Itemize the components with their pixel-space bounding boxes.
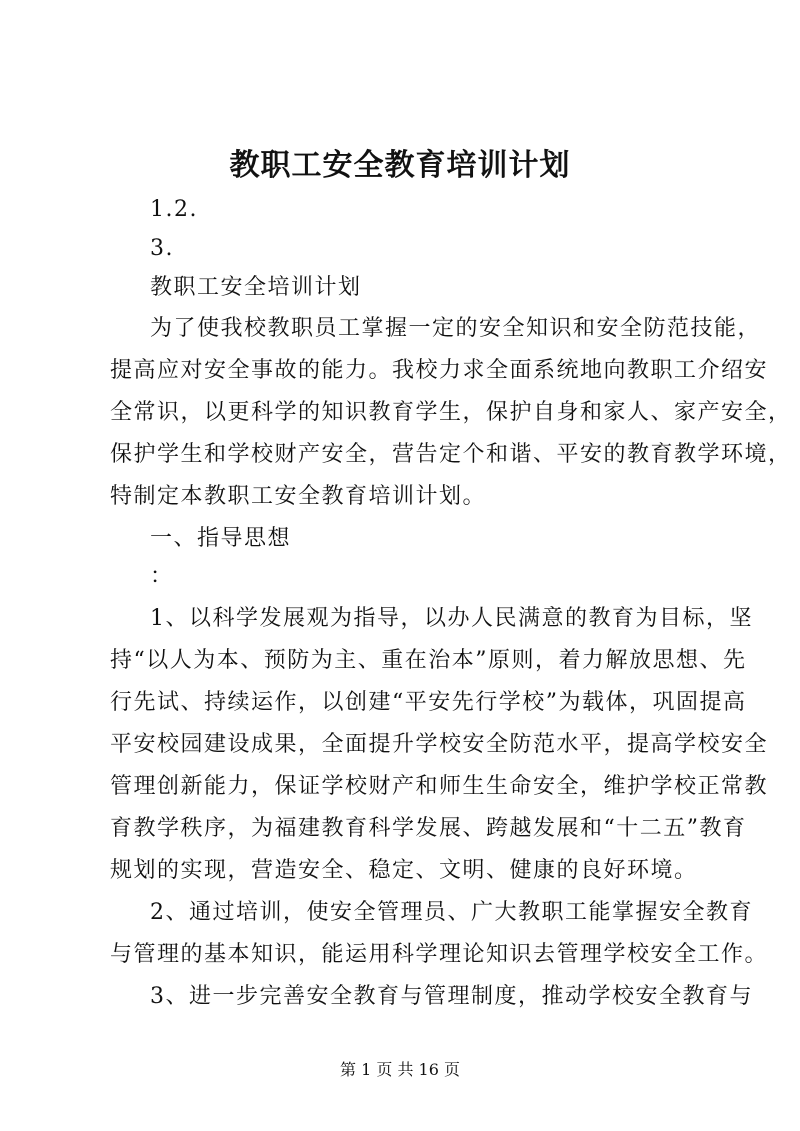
text-line: 教职工安全培训计划: [150, 275, 362, 300]
text-line: 全常识，以更科学的知识教育学生，保护自身和家人、家产安全，: [110, 400, 792, 425]
text-line: 提高应对安全事故的能力。我校力求全面系统地向教职工介绍安: [110, 358, 769, 383]
text-line: 规划的实现，营造安全、稳定、文明、健康的良好环境。: [110, 858, 698, 883]
text-line: 保护学生和学校财产安全，营告定个和谐、平安的教育教学环境，: [110, 442, 792, 467]
text-line: ：: [150, 564, 174, 589]
text-line: 1、以科学发展观为指导，以办人民满意的教育为目标，坚: [150, 606, 753, 631]
text-line: 为了使我校教职员工掌握一定的安全知识和安全防范技能，: [150, 316, 762, 341]
text-line: 行先试、持续运作，以创建“平安先行学校”为载体，巩固提高: [110, 690, 747, 715]
section-heading: 一、指导思想: [150, 526, 292, 551]
page-number: 第 1 页 共 16 页: [340, 1060, 460, 1079]
text-line: 1.2.: [150, 197, 198, 222]
text-line: 平安校园建设成果，全面提升学校安全防范水平，提高学校安全: [110, 732, 769, 757]
text-line: 3.: [150, 236, 174, 261]
text-line: 持“以人为本、预防为主、重在治本”原则，着力解放思想、先: [110, 648, 747, 673]
text-line: 3、进一步完善安全教育与管理制度，推动学校安全教育与: [150, 984, 753, 1009]
text-line: 育教学秩序，为福建教育科学发展、跨越发展和“十二五”教育: [110, 816, 747, 841]
text-line: 2、通过培训，使安全管理员、广大教职工能掌握安全教育: [150, 900, 753, 925]
text-line: 管理创新能力，保证学校财产和师生生命安全，维护学校正常教: [110, 774, 769, 799]
document-title: 教职工安全教育培训计划: [229, 148, 571, 183]
text-line: 特制定本教职工安全教育培训计划。: [110, 484, 487, 509]
text-line: 与管理的基本知识，能运用科学理论知识去管理学校安全工作。: [110, 942, 769, 967]
